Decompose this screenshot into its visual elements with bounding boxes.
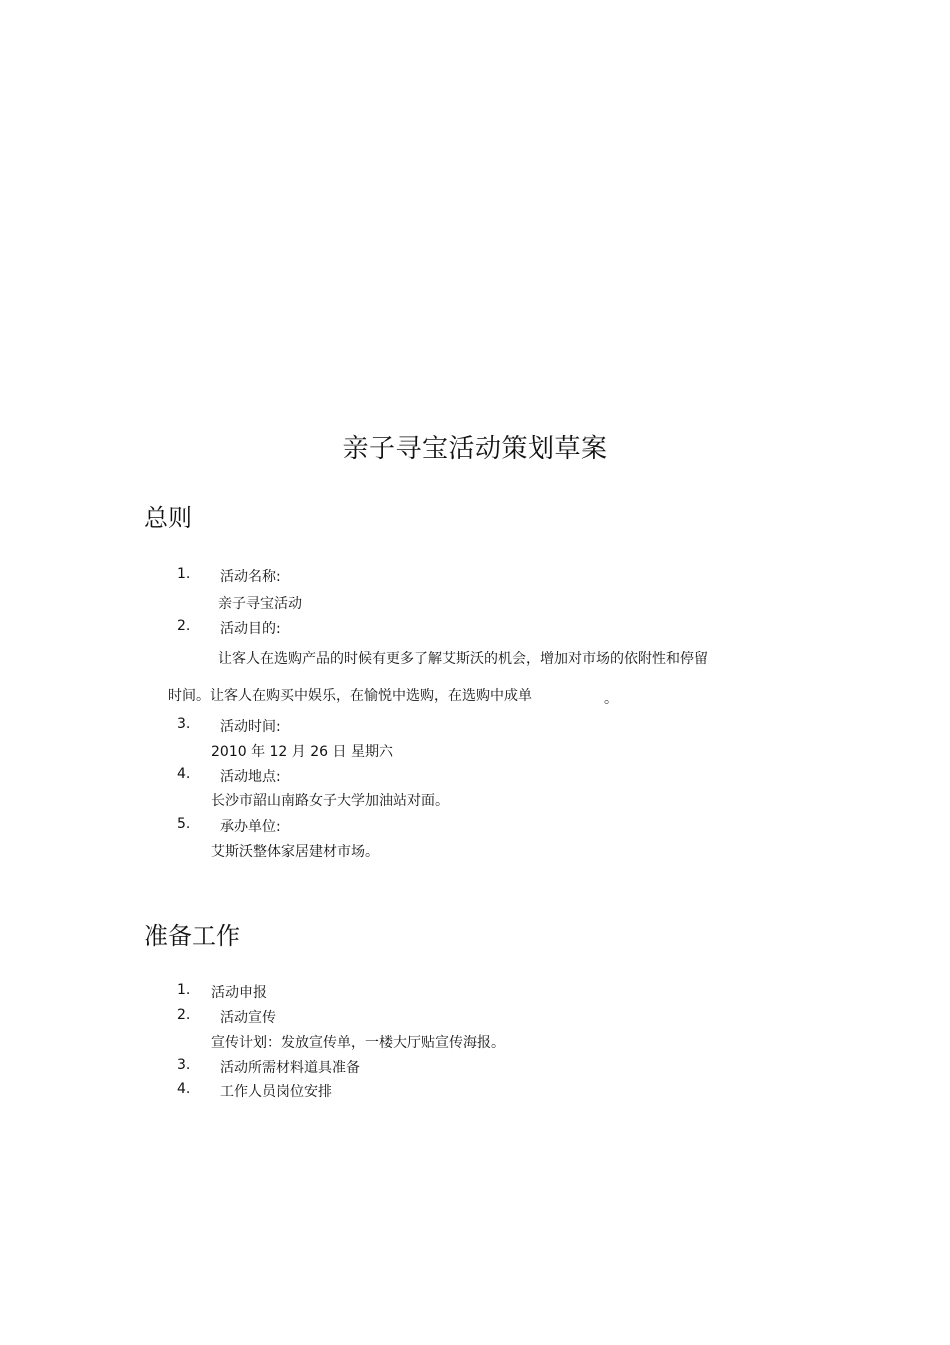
item-number: 1. xyxy=(177,566,191,582)
item-content: 艾斯沃整体家居建材市场。 xyxy=(211,844,379,860)
item-label: 活动宣传 xyxy=(220,1010,276,1026)
item-content: 长沙市韶山南路女子大学加油站对面。 xyxy=(211,793,449,809)
item-number: 4. xyxy=(177,766,191,782)
item-label: 活动名称: xyxy=(220,569,281,585)
section-heading-general: 总则 xyxy=(144,504,192,532)
item-content: 2010 年 12 月 26 日 星期六 xyxy=(211,744,393,760)
item-label: 活动时间: xyxy=(220,719,281,735)
document-title: 亲子寻宝活动策划草案 xyxy=(342,434,608,464)
item-number: 3. xyxy=(177,1057,191,1073)
item-number: 5. xyxy=(177,816,191,832)
item-label: 承办单位: xyxy=(220,819,281,835)
item-number: 3. xyxy=(177,716,191,732)
item-label: 工作人员岗位安排 xyxy=(220,1084,332,1100)
item-content: 让客人在选购产品的时候有更多了解艾斯沃的机会，增加对市场的依附性和停留 xyxy=(218,651,708,667)
item-number: 4. xyxy=(177,1081,191,1097)
item-label: 活动地点: xyxy=(220,769,281,785)
item-content: 。 xyxy=(604,691,618,707)
item-number: 2. xyxy=(177,1007,191,1023)
item-number: 1. xyxy=(177,982,191,998)
item-content: 宣传计划：发放宣传单，一楼大厅贴宣传海报。 xyxy=(211,1035,505,1051)
item-label: 活动所需材料道具准备 xyxy=(220,1060,360,1076)
item-label: 活动目的: xyxy=(220,621,281,637)
item-label: 活动申报 xyxy=(211,985,267,1001)
item-number: 2. xyxy=(177,618,191,634)
item-content: 时间。让客人在购买中娱乐，在愉悦中选购，在选购中成单 xyxy=(168,688,532,704)
section-heading-preparation: 准备工作 xyxy=(144,922,240,950)
item-content: 亲子寻宝活动 xyxy=(218,596,302,612)
